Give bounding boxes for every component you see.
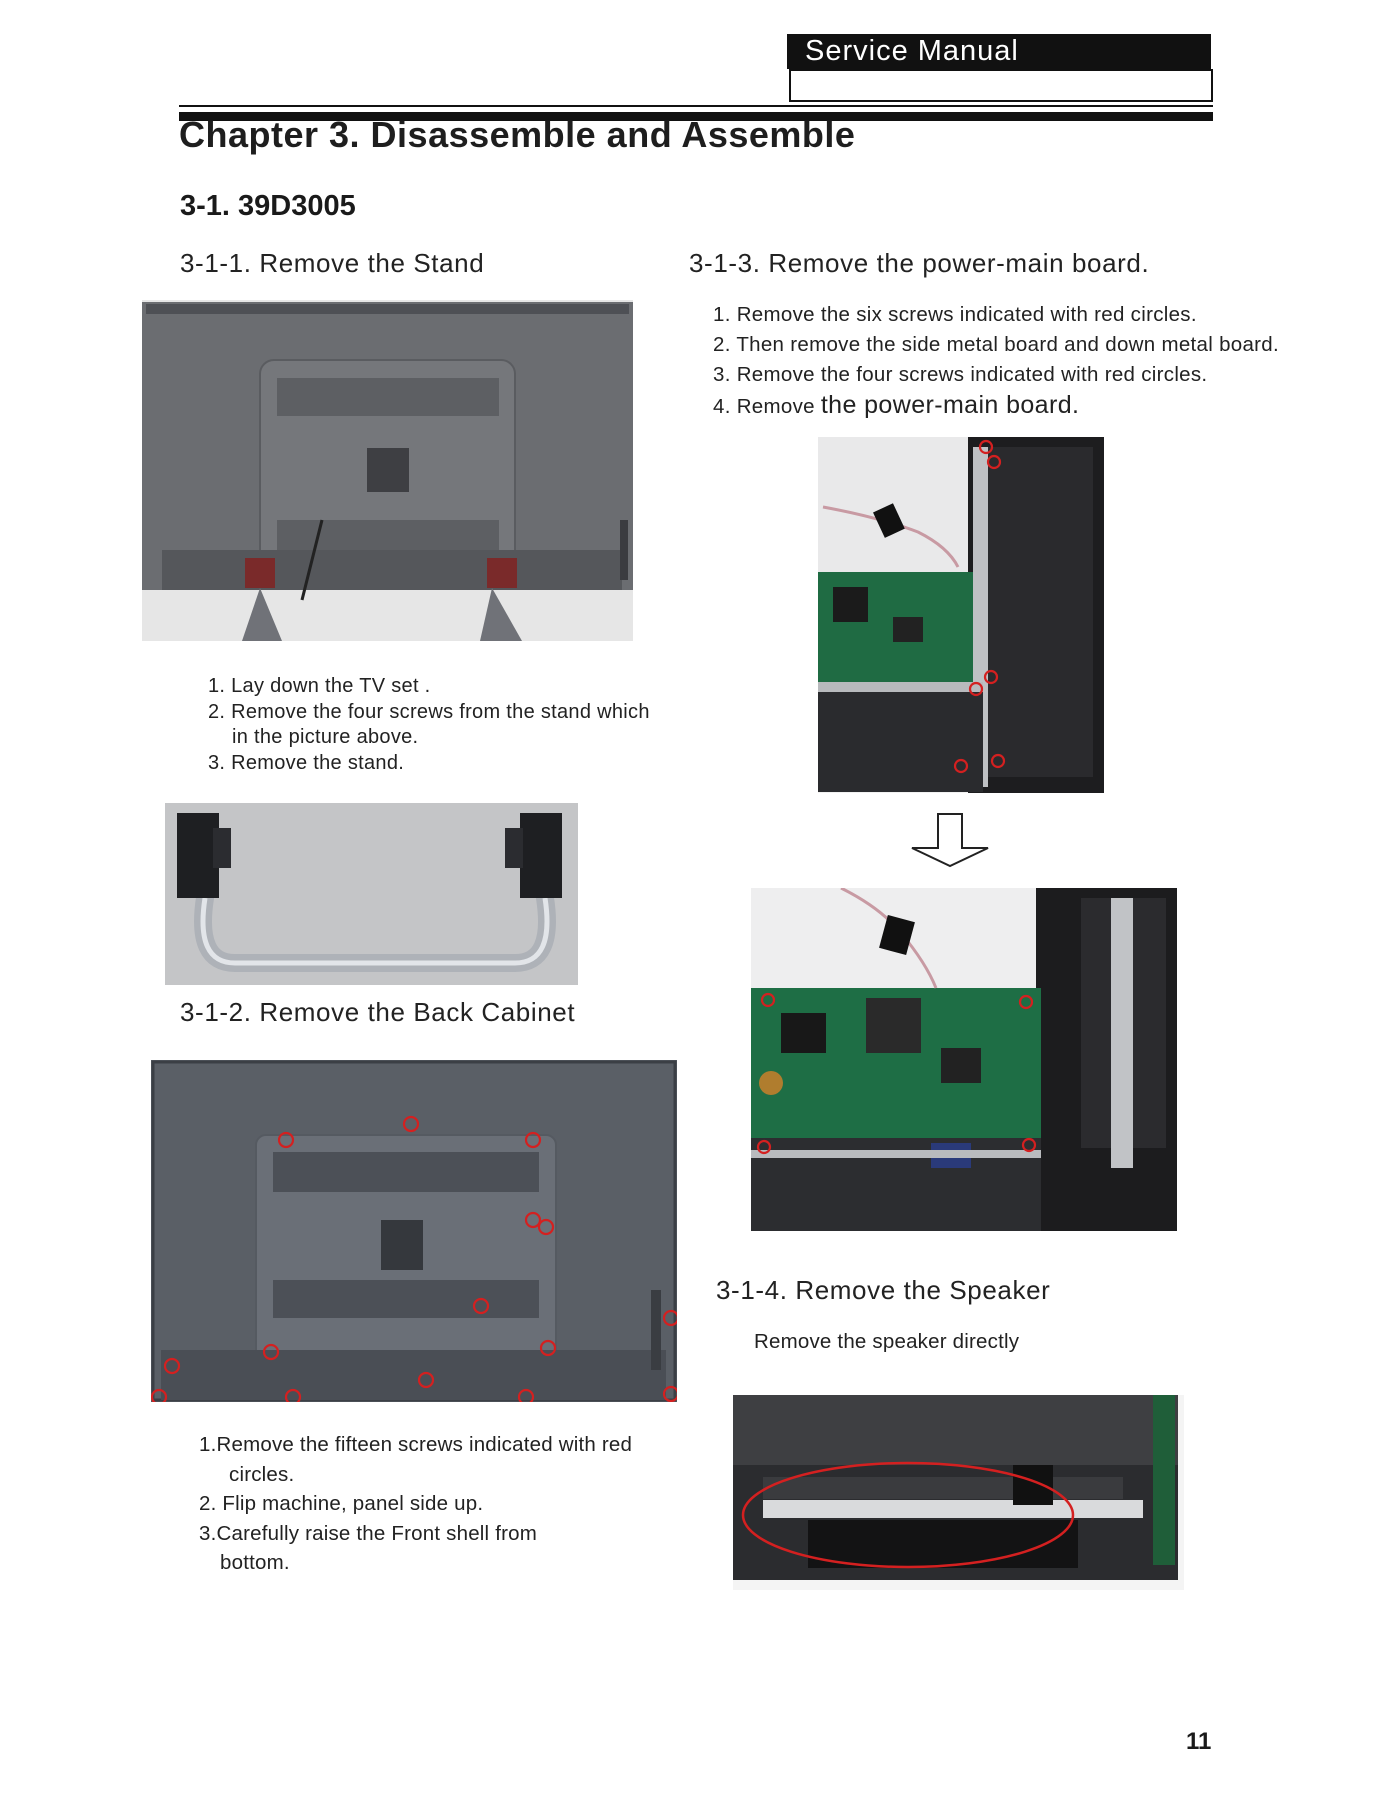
- power-main-board-before-photo: [818, 437, 1104, 793]
- remove-power-main-steps: [713, 300, 1279, 422]
- header-rule-thin: [179, 105, 1213, 107]
- list-item: 2. Remove the four screws from the stand which: [208, 700, 650, 723]
- step4-prefix: 4. Remove: [713, 395, 815, 418]
- list-item: 1.Remove the fifteen screws indicated with red: [199, 1433, 633, 1456]
- list-item: 2. Then remove the side metal board and down metal board.: [713, 333, 1279, 356]
- list-item: 2. Flip machine, panel side up.: [199, 1492, 484, 1515]
- speaker-photo: [733, 1395, 1184, 1590]
- remove-power-main-heading: 3-1-3. Remove the power-main board.: [689, 248, 1150, 278]
- stand-photo: [165, 803, 578, 985]
- tv-back-with-stand-photo: [142, 300, 633, 641]
- remove-stand-heading: 3-1-1. Remove the Stand: [180, 248, 485, 278]
- remove-speaker-note: Remove the speaker directly: [754, 1330, 1020, 1353]
- list-item: bottom.: [220, 1551, 290, 1574]
- power-main-board-after-photo: [751, 888, 1177, 1231]
- remove-speaker-heading: 3-1-4. Remove the Speaker: [716, 1275, 1051, 1305]
- section-title: 3-1. 39D3005: [180, 190, 356, 222]
- list-item: 3.Carefully raise the Front shell from: [199, 1521, 538, 1545]
- back-cabinet-screws-photo: [151, 1060, 677, 1402]
- down-arrow-icon: [908, 812, 992, 868]
- header-box: [789, 69, 1213, 102]
- list-item: 1. Lay down the TV set .: [208, 675, 431, 697]
- remove-stand-steps: [208, 674, 650, 776]
- header-title: Service Manual: [805, 35, 1019, 67]
- remove-back-cabinet-heading: 3-1-2. Remove the Back Cabinet: [180, 997, 576, 1027]
- list-item: 1. Remove the six screws indicated with red circles.: [713, 303, 1197, 326]
- list-item: [713, 390, 1279, 422]
- list-item: circles.: [229, 1462, 295, 1486]
- chapter-title: Chapter 3. Disassemble and Assemble: [179, 114, 856, 155]
- list-item: in the picture above.: [232, 726, 419, 748]
- list-item: 3. Remove the four screws indicated with red circles.: [713, 363, 1208, 386]
- remove-back-cabinet-steps: [199, 1430, 632, 1578]
- page-number: 11: [1186, 1728, 1212, 1755]
- list-item: 3. Remove the stand.: [208, 751, 405, 774]
- step4-suffix: the power-main board.: [820, 391, 1080, 419]
